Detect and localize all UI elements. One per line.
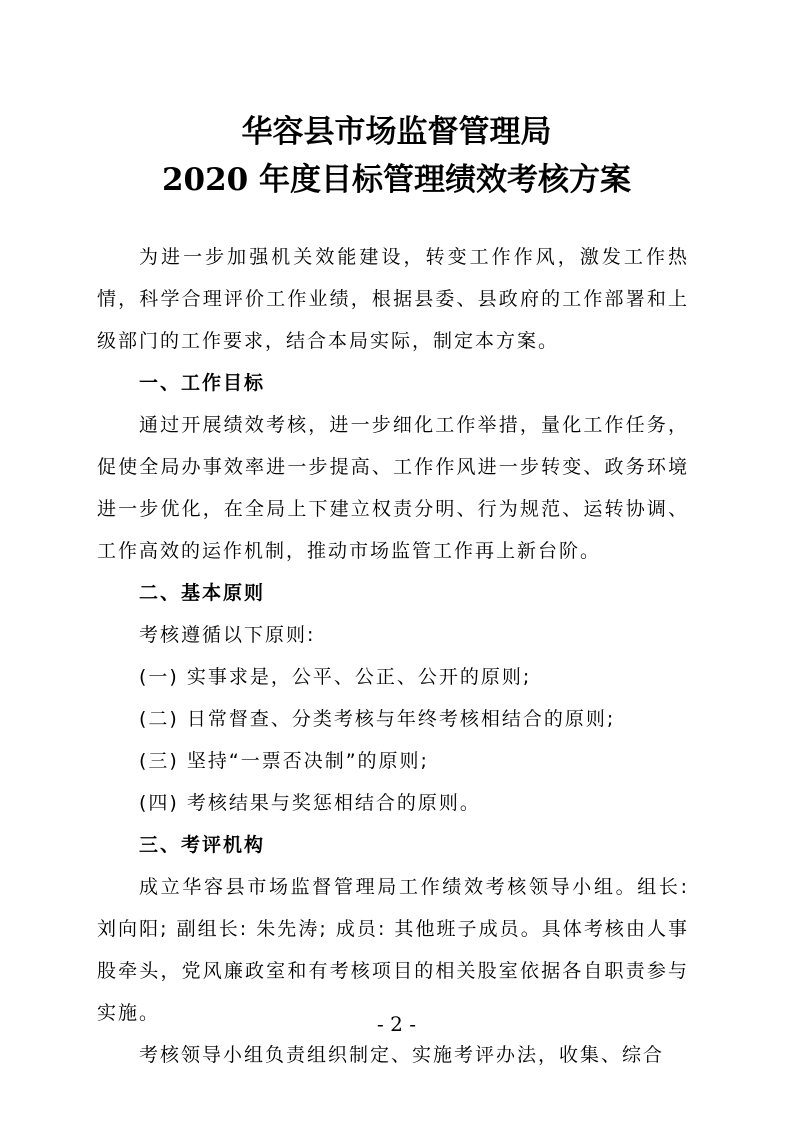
section-heading-principles: 二、基本原则 bbox=[139, 582, 266, 604]
page-number: - 2 - bbox=[377, 1012, 416, 1036]
organization-paragraph-1: 成立华容县市场监督管理局工作绩效考核领导小组。组长: 刘向阳; 副组长: 朱先涛; 成员: 其他班子成员。具体考核由人事股牵头，党风廉政室和有考核项目的相关股室依据各自职责参与实施。 bbox=[97, 876, 689, 1024]
principles-lead: 考核遵循以下原则: bbox=[139, 624, 316, 646]
section-heading-organization: 三、考评机构 bbox=[139, 834, 266, 856]
principle-item-4: (四) 考核结果与奖惩相结合的原则。 bbox=[139, 792, 481, 814]
section-heading-goals: 一、工作目标 bbox=[139, 372, 266, 394]
principle-item-3: (三) 坚持“一票否决制”的原则; bbox=[139, 750, 429, 772]
principle-item-1: (一) 实事求是，公平、公正、公开的原则; bbox=[139, 666, 532, 688]
organization-paragraph-2: 考核领导小组负责组织制定、实施考评办法，收集、综合 bbox=[139, 1044, 665, 1066]
document-title-line-2: 2020 年度目标管理绩效考核方案 bbox=[161, 162, 632, 198]
principle-item-2: (二) 日常督查、分类考核与年终考核相结合的原则; bbox=[139, 708, 616, 730]
document-title-line-1: 华容县市场监督管理局 bbox=[241, 114, 552, 150]
goals-paragraph: 通过开展绩效考核，进一步细化工作举措，量化工作任务，促使全局办事效率进一步提高、工作作风进一步转变、政务环境进一步优化，在全局上下建立权责分明、行为规范、运转协调、工作高效的运作机制，推动市场监管工作再上新台阶。 bbox=[97, 414, 689, 562]
intro-paragraph: 为进一步加强机关效能建设，转变工作作风，激发工作热情，科学合理评价工作业绩，根据县委、县政府的工作部署和上级部门的工作要求，结合本局实际，制定本方案。 bbox=[97, 246, 689, 352]
document-body bbox=[97, 236, 689, 1076]
